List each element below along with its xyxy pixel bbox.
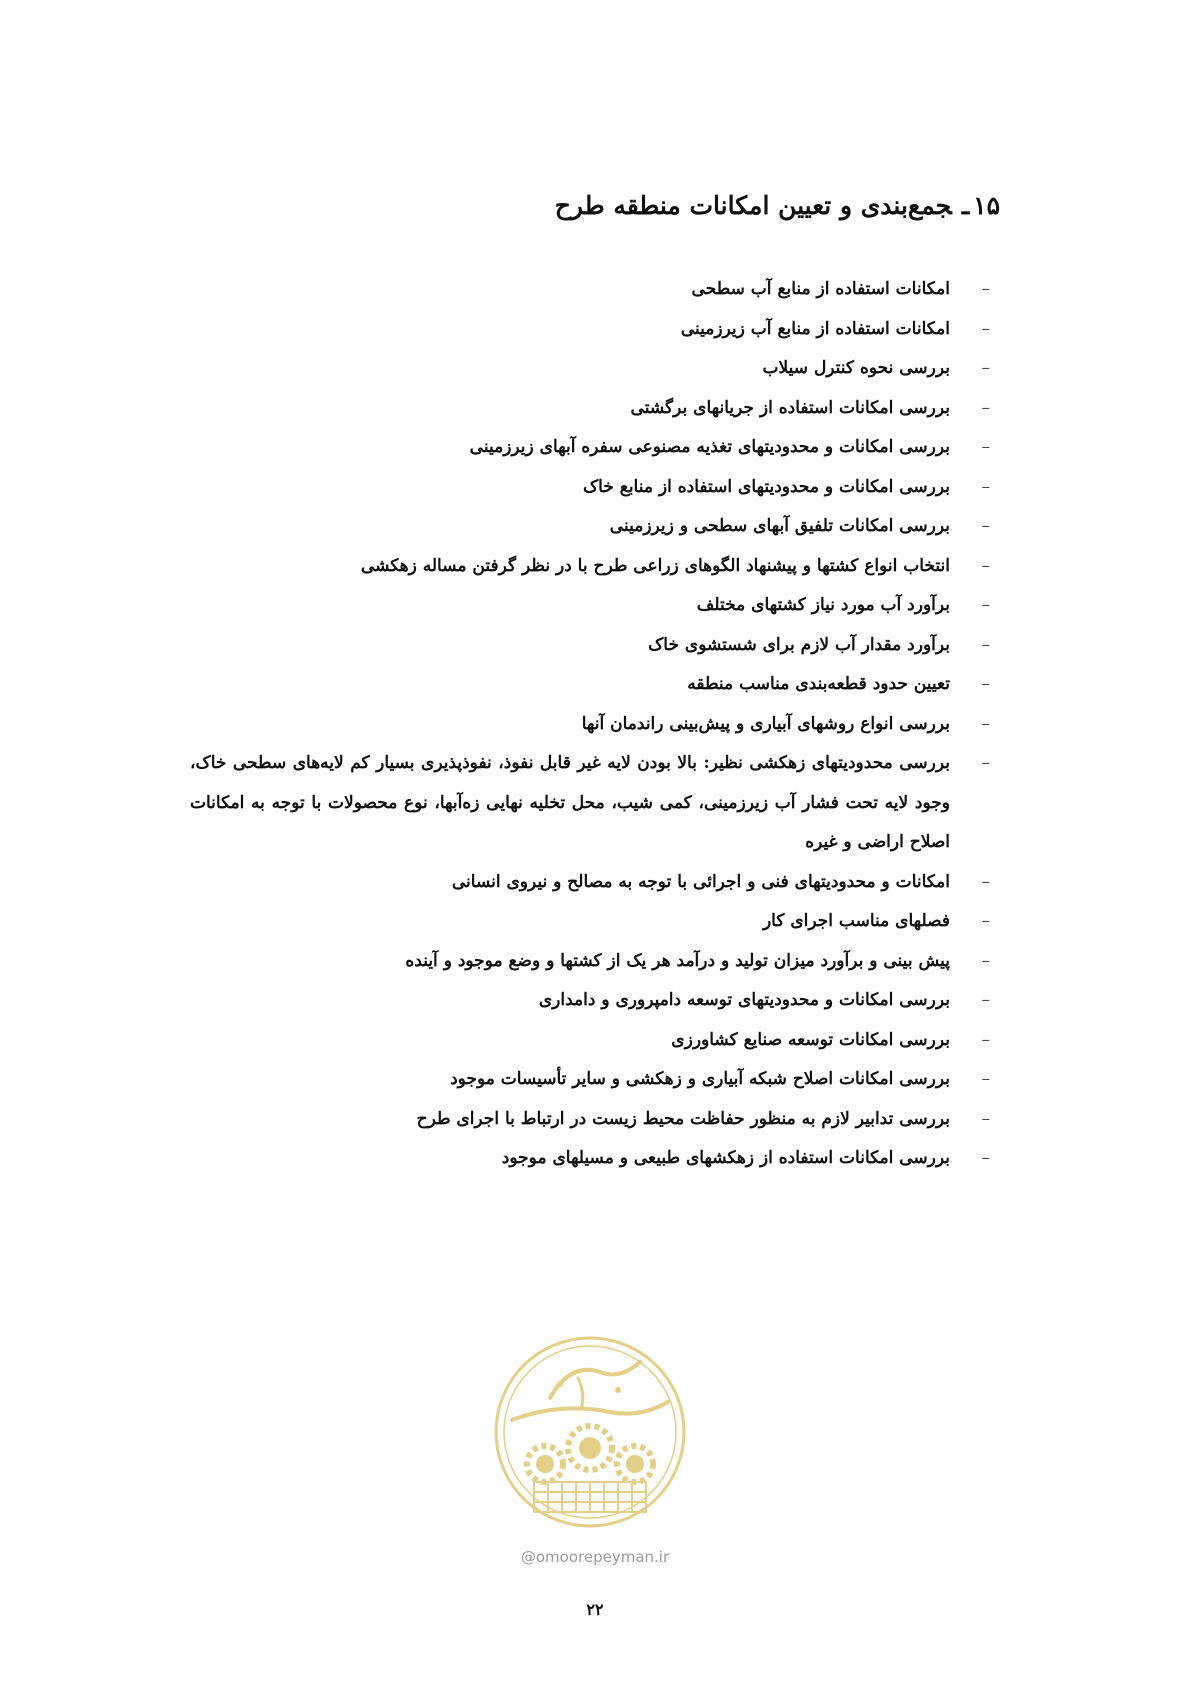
list-item — [190, 942, 990, 982]
bullet-dash: – — [981, 279, 990, 299]
list-item-text: امکانات استفاده از منابع آب زیرزمینی — [680, 318, 950, 339]
list-item-text: بررسی امکانات استفاده از زهکشهای طبیعی و مسیلهای موجود — [501, 1148, 950, 1168]
bullet-dash: – — [981, 555, 990, 576]
bullet-dash: – — [981, 674, 990, 694]
list-item-text: امکانات استفاده از منابع آب سطحی — [691, 279, 950, 299]
page-number: ۲۲ — [586, 1600, 604, 1619]
capabilities-list — [190, 270, 990, 1179]
bullet-dash: – — [981, 1148, 990, 1168]
bullet-dash: – — [981, 437, 990, 457]
list-item-text: پیش بینی و برآورد میزان تولید و درآمد هر یک از کشتها و وضع موجود و آینده — [405, 950, 950, 971]
list-item-text: بررسی نحوه کنترل سیلاب — [762, 358, 950, 378]
list-item — [190, 902, 990, 942]
list-item — [190, 1139, 990, 1179]
list-item-text: بررسی امکانات و محدودیتهای توسعه دامپروری و دامداری — [538, 990, 950, 1010]
list-item-text: بررسی امکانات و محدودیتهای تغذیه مصنوعی سفره آبهای زیرزمینی — [469, 437, 950, 457]
list-item-text: انتخاب انواع کشتها و پیشنهاد الگوهای زراعی طرح با در نظر گرفتن مساله زهکشی — [360, 555, 950, 576]
list-item-text: بررسی انواع روشهای آبیاری و پیش‌بینی راندمان آنها — [581, 713, 950, 734]
section-dash: ـ — [961, 191, 970, 220]
bullet-dash: – — [981, 753, 990, 773]
list-item-text: برآورد آب مورد نیاز کشتهای مختلف — [696, 595, 950, 615]
list-item — [190, 744, 990, 863]
list-item — [190, 863, 990, 903]
bullet-dash: – — [981, 476, 990, 497]
list-item-text: بررسی امکانات و محدودیتهای استفاده از منابع خاک — [582, 476, 950, 497]
list-item-text: بررسی امکانات توسعه صنایع کشاورزی — [671, 1029, 950, 1050]
list-item — [190, 705, 990, 745]
list-item-text: تعیین حدود قطعه‌بندی مناسب منطقه — [687, 674, 950, 694]
list-item — [190, 586, 990, 626]
bullet-dash: – — [981, 1108, 990, 1129]
section-heading — [555, 188, 1000, 224]
list-item-text: بررسی امکانات تلفیق آبهای سطحی و زیرزمینی — [609, 516, 950, 536]
list-item-text: بررسی محدودیتهای زهکشی نظیر: بالا بودن لایه غیر قابل نفوذ، نفوذپذیری بسیار کم لایه‌های سطحی خاک، وجود لایه تحت فشار آب زیرزمینی، کمی شیب، محل تخلیه نهایی زه‌آبها، نوع محصولات با توجه به امکانات اصلاح اراضی و غیره — [190, 753, 950, 852]
bullet-dash: – — [981, 990, 990, 1010]
list-item — [190, 428, 990, 468]
list-item-text: امکانات و محدودیتهای فنی و اجرائی با توجه به مصالح و نیروی انسانی — [451, 871, 950, 892]
bullet-dash: – — [981, 871, 990, 892]
list-item — [190, 270, 990, 310]
list-item — [190, 349, 990, 389]
section-title: جمع‌بندی و تعیین امکانات منطقه طرح — [554, 191, 952, 220]
bullet-dash: – — [981, 358, 990, 378]
list-item-text: بررسی تدابیر لازم به منظور حفاظت محیط زیست در ارتباط با اجرای طرح — [416, 1108, 950, 1129]
list-item — [190, 1100, 990, 1140]
list-item — [190, 1021, 990, 1061]
section-number: ۱۵ — [973, 191, 1000, 220]
list-item — [190, 310, 990, 350]
list-item — [190, 665, 990, 705]
bullet-dash: – — [981, 318, 990, 339]
list-item-text: بررسی امکانات اصلاح شبکه آبیاری و زهکشی و سایر تأسیسات موجود — [450, 1069, 950, 1089]
list-item — [190, 1060, 990, 1100]
list-item — [190, 468, 990, 508]
list-item — [190, 389, 990, 429]
watermark-url: @omoorepeyman.ir — [520, 1548, 670, 1566]
bullet-dash: – — [981, 1069, 990, 1089]
list-item-text: برآورد مقدار آب لازم برای شستشوی خاک — [648, 634, 950, 655]
bullet-dash: – — [981, 516, 990, 536]
list-item — [190, 626, 990, 666]
bullet-dash: – — [981, 713, 990, 734]
bullet-dash: – — [981, 1029, 990, 1050]
list-item — [190, 547, 990, 587]
list-item-text: فصلهای مناسب اجرای کار — [762, 911, 950, 931]
list-item — [190, 981, 990, 1021]
bullet-dash: – — [981, 911, 990, 931]
list-item — [190, 507, 990, 547]
bullet-dash: – — [981, 397, 990, 418]
watermark-seal-icon — [490, 1332, 690, 1532]
bullet-dash: – — [981, 950, 990, 971]
list-item-text: بررسی امکانات استفاده از جریانهای برگشتی — [630, 397, 950, 418]
bullet-dash: – — [981, 595, 990, 615]
bullet-dash: – — [981, 634, 990, 655]
